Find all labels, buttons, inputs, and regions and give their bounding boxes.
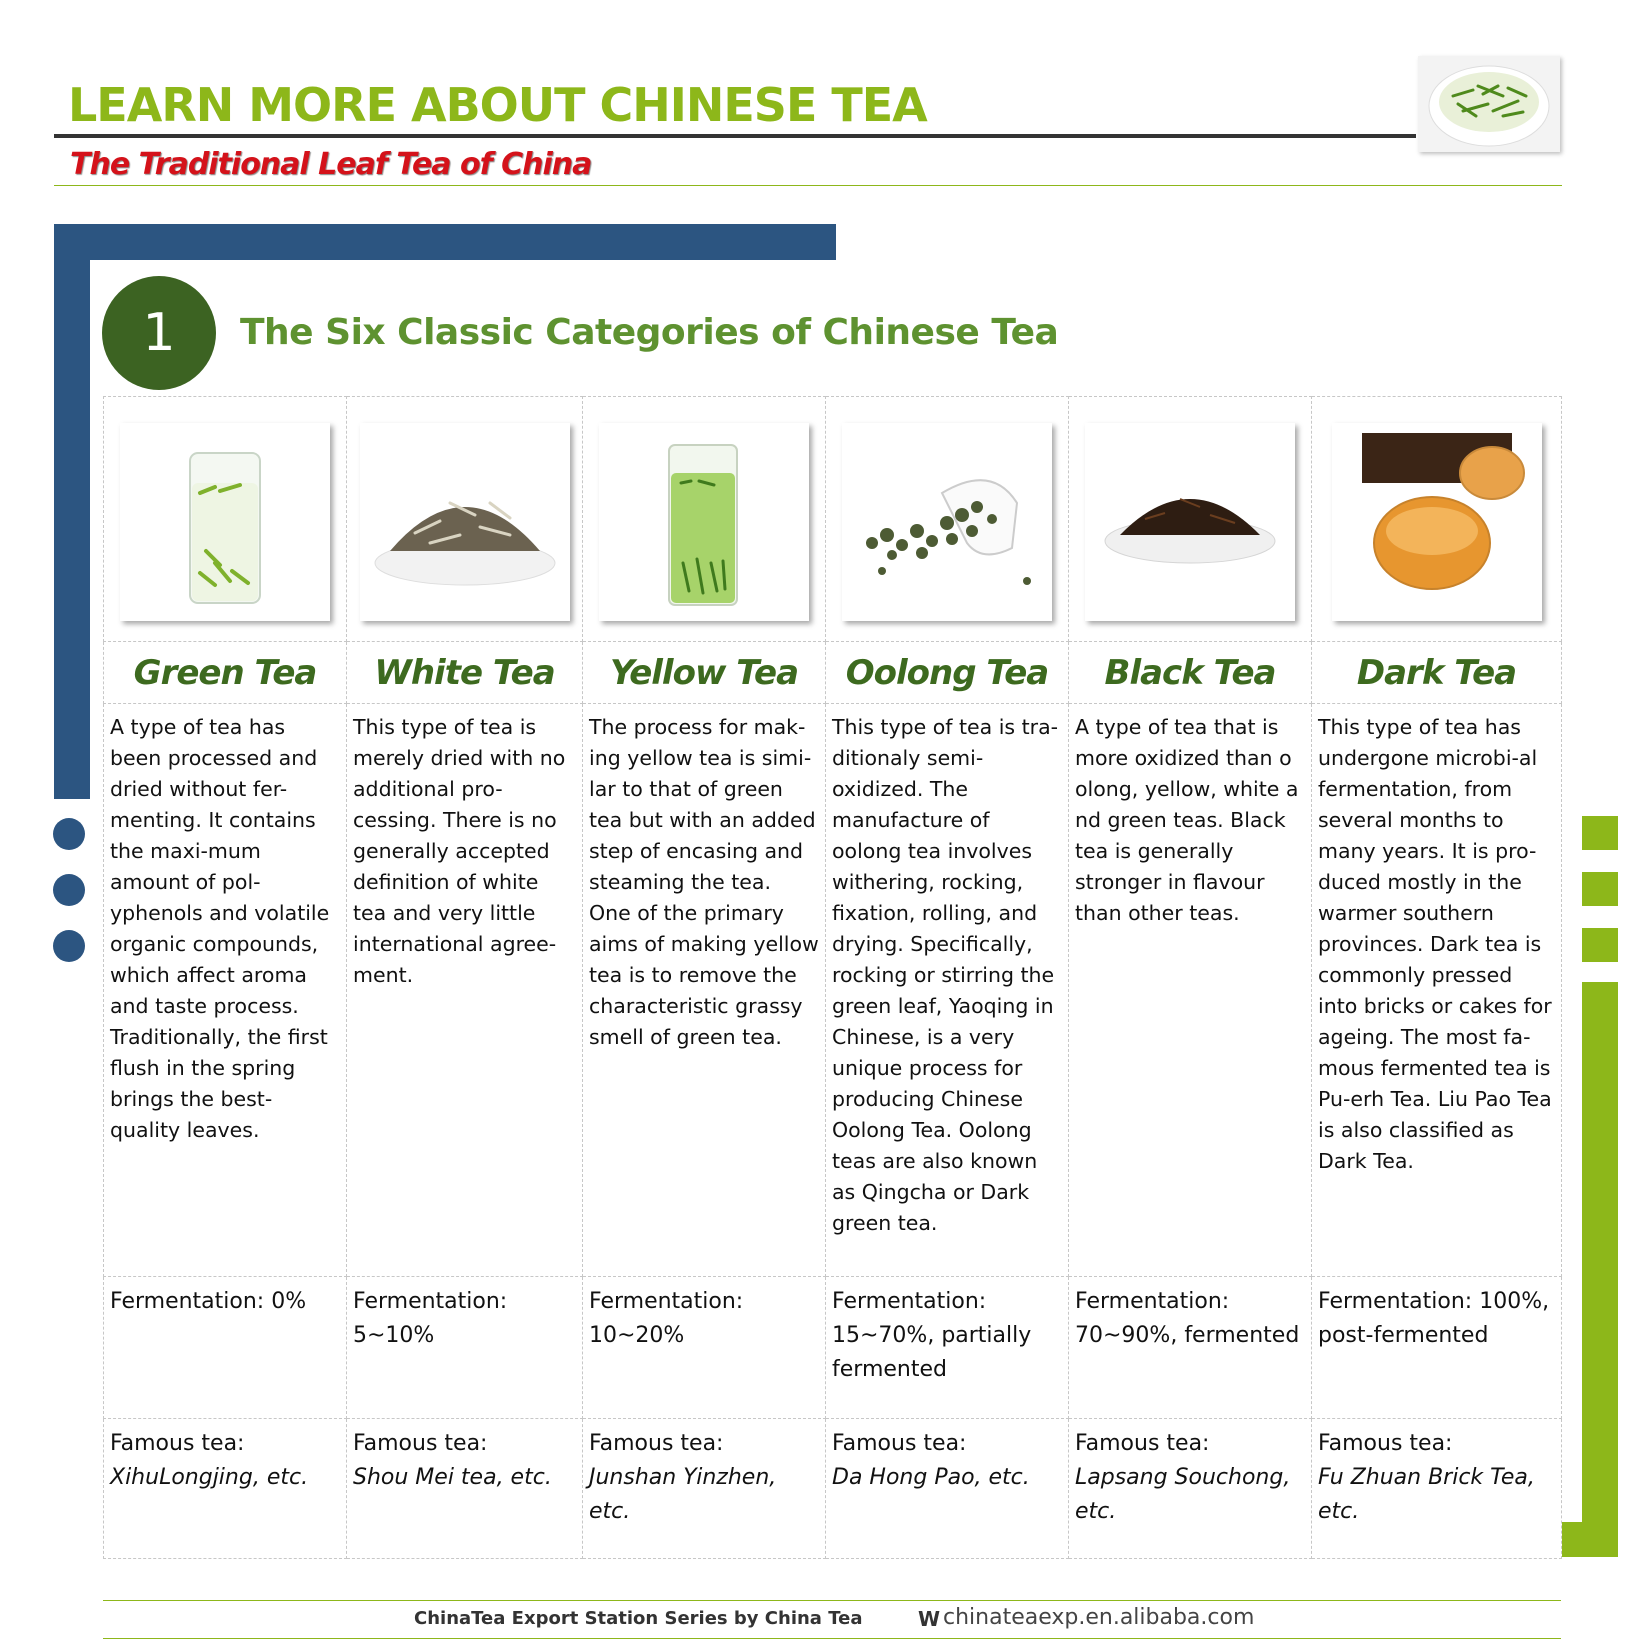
black-tea-plate-icon xyxy=(1085,423,1295,621)
tea-name-cell xyxy=(826,642,1069,704)
description-cell xyxy=(826,704,1069,1277)
famous-tea-label: Famous tea: xyxy=(1075,1431,1210,1456)
famous-tea-label: Famous tea: xyxy=(110,1431,245,1456)
famous-tea-row xyxy=(104,1419,1562,1559)
footer-series-text: ChinaTea Export Station Series by China Tea xyxy=(414,1608,863,1629)
tea-name-cell xyxy=(347,642,583,704)
tea-description: The process for mak-ing yellow tea is simi-lar to that of green tea but with an added step of encasing and steaming the tea. One of the primary aims of making yellow tea is to remove the characteristic grassy smell of green tea. xyxy=(589,715,819,1049)
green-square xyxy=(1582,928,1618,962)
famous-tea-cell xyxy=(826,1419,1069,1559)
tea-photo xyxy=(1085,423,1295,621)
tea-image-cell xyxy=(104,397,347,642)
famous-tea-value: Lapsang Souchong, etc. xyxy=(1075,1465,1291,1524)
tea-name-cell xyxy=(1069,642,1312,704)
blue-frame-top xyxy=(54,224,836,260)
tea-image-cell xyxy=(1312,397,1562,642)
tea-name-cell xyxy=(104,642,347,704)
tea-description: A type of tea has been processed and dried without fer-menting. It contains the maxi-mum amount of pol-yphenols and volatile organic compounds, which affect aroma and taste process. Traditionally, the first flush in the spring brings the best-quality leaves. xyxy=(110,715,330,1142)
footer-url-link[interactable]: chinateaexp.en.alibaba.com xyxy=(943,1605,1255,1630)
fermentation-text: Fermentation: 100%, post-fermented xyxy=(1318,1289,1550,1348)
header-tea-photo xyxy=(1418,56,1560,152)
famous-tea-label: Famous tea: xyxy=(589,1431,724,1456)
tea-description: This type of tea is merely dried with no additional pro-cessing. There is no generally accepted definition of white tea and very little international agree-ment. xyxy=(353,715,566,987)
blue-dot xyxy=(53,818,85,850)
tea-photo xyxy=(120,423,330,621)
famous-tea-cell xyxy=(583,1419,826,1559)
section-number-badge: 1 xyxy=(102,276,216,390)
blue-frame-left xyxy=(54,224,90,799)
tea-name: Yellow Tea xyxy=(609,652,799,693)
description-cell xyxy=(1069,704,1312,1277)
famous-tea-value: Da Hong Pao, etc. xyxy=(832,1465,1030,1490)
footer-divider xyxy=(103,1600,1561,1601)
name-row xyxy=(104,642,1562,704)
white-tea-plate-icon xyxy=(360,423,570,621)
fermentation-cell xyxy=(826,1277,1069,1419)
tea-name: Dark Tea xyxy=(1356,652,1517,693)
blue-dot xyxy=(53,930,85,962)
fermentation-text: Fermentation: 70~90%, fermented xyxy=(1075,1289,1300,1348)
description-row xyxy=(104,704,1562,1277)
famous-tea-value: XihuLongjing, etc. xyxy=(110,1465,309,1490)
description-cell xyxy=(347,704,583,1277)
page-subtitle: The Traditional Leaf Tea of China xyxy=(70,147,592,182)
famous-tea-label: Famous tea: xyxy=(832,1431,967,1456)
famous-tea-value: Fu Zhuan Brick Tea, etc. xyxy=(1318,1465,1535,1524)
famous-tea-value: Shou Mei tea, etc. xyxy=(353,1465,552,1490)
tea-categories-table xyxy=(103,396,1562,1559)
tea-description: This type of tea is tra-ditionaly semi-oxidized. The manufacture of oolong tea involves withering, rocking, fixation, rolling, and drying. Specifically, rocking or stirring the green leaf, Yaoqing in Chinese, is a very unique process for producing Chinese Oolong Tea. Oolong teas are also known as Qingcha or Dark green tea. xyxy=(832,715,1059,1235)
dark-tea-cups-icon xyxy=(1332,423,1542,621)
tea-image-cell xyxy=(826,397,1069,642)
famous-tea-cell xyxy=(347,1419,583,1559)
tea-image-cell xyxy=(347,397,583,642)
green-frame-right xyxy=(1582,982,1618,1557)
blue-dot xyxy=(53,874,85,906)
tea-name: White Tea xyxy=(374,652,555,693)
tea-photo xyxy=(842,423,1052,621)
tea-image-cell xyxy=(583,397,826,642)
section-title: The Six Classic Categories of Chinese Tea xyxy=(240,312,1059,353)
oolong-tea-cup-icon xyxy=(842,423,1052,621)
famous-tea-label: Famous tea: xyxy=(353,1431,488,1456)
tea-name: Black Tea xyxy=(1104,652,1276,693)
description-cell xyxy=(583,704,826,1277)
tea-image-cell xyxy=(1069,397,1312,642)
footer-divider xyxy=(103,1638,1561,1639)
tea-description: A type of tea that is more oxidized than o olong, yellow, white a nd green teas. Black tea is generally stronger in flavour than other teas. xyxy=(1075,715,1299,925)
tea-photo xyxy=(599,423,809,621)
fermentation-cell xyxy=(104,1277,347,1419)
footer-web-label: W xyxy=(918,1607,941,1631)
tea-description: This type of tea has undergone microbi-al fermentation, from several months to many years. It is pro-duced mostly in the warmer southern provinces. Dark tea is commonly pressed into bricks or cakes for ageing. The most fa-mous fermented tea is Pu-erh Tea. Liu Pao Tea is also classified as Dark Tea. xyxy=(1318,715,1552,1173)
fermentation-row xyxy=(104,1277,1562,1419)
title-divider xyxy=(54,134,1416,138)
green-square xyxy=(1582,816,1618,850)
fermentation-cell xyxy=(1312,1277,1562,1419)
famous-tea-value: Junshan Yinzhen, etc. xyxy=(589,1465,777,1524)
fermentation-cell xyxy=(583,1277,826,1419)
fermentation-text: Fermentation: 10~20% xyxy=(589,1289,744,1348)
tea-name: Green Tea xyxy=(133,652,317,693)
fermentation-text: Fermentation: 15~70%, partially fermented xyxy=(832,1289,1032,1382)
fermentation-text: Fermentation: 5~10% xyxy=(353,1289,508,1348)
tea-name: Oolong Tea xyxy=(845,652,1049,693)
fermentation-text: Fermentation: 0% xyxy=(110,1289,307,1314)
green-tea-bowl-icon xyxy=(1418,56,1560,152)
tea-name-cell xyxy=(1312,642,1562,704)
tea-photo xyxy=(360,423,570,621)
fermentation-cell xyxy=(1069,1277,1312,1419)
image-row xyxy=(104,397,1562,642)
fermentation-cell xyxy=(347,1277,583,1419)
famous-tea-cell xyxy=(1069,1419,1312,1559)
famous-tea-label: Famous tea: xyxy=(1318,1431,1453,1456)
page-title: LEARN MORE ABOUT CHINESE TEA xyxy=(68,78,927,132)
description-cell xyxy=(1312,704,1562,1277)
yellow-tea-glass-icon xyxy=(599,423,809,621)
description-cell xyxy=(104,704,347,1277)
famous-tea-cell xyxy=(1312,1419,1562,1559)
tea-name-cell xyxy=(583,642,826,704)
green-square xyxy=(1582,872,1618,906)
tea-photo xyxy=(1332,423,1542,621)
subtitle-divider xyxy=(54,185,1562,186)
famous-tea-cell xyxy=(104,1419,347,1559)
green-tea-glass-icon xyxy=(120,423,330,621)
